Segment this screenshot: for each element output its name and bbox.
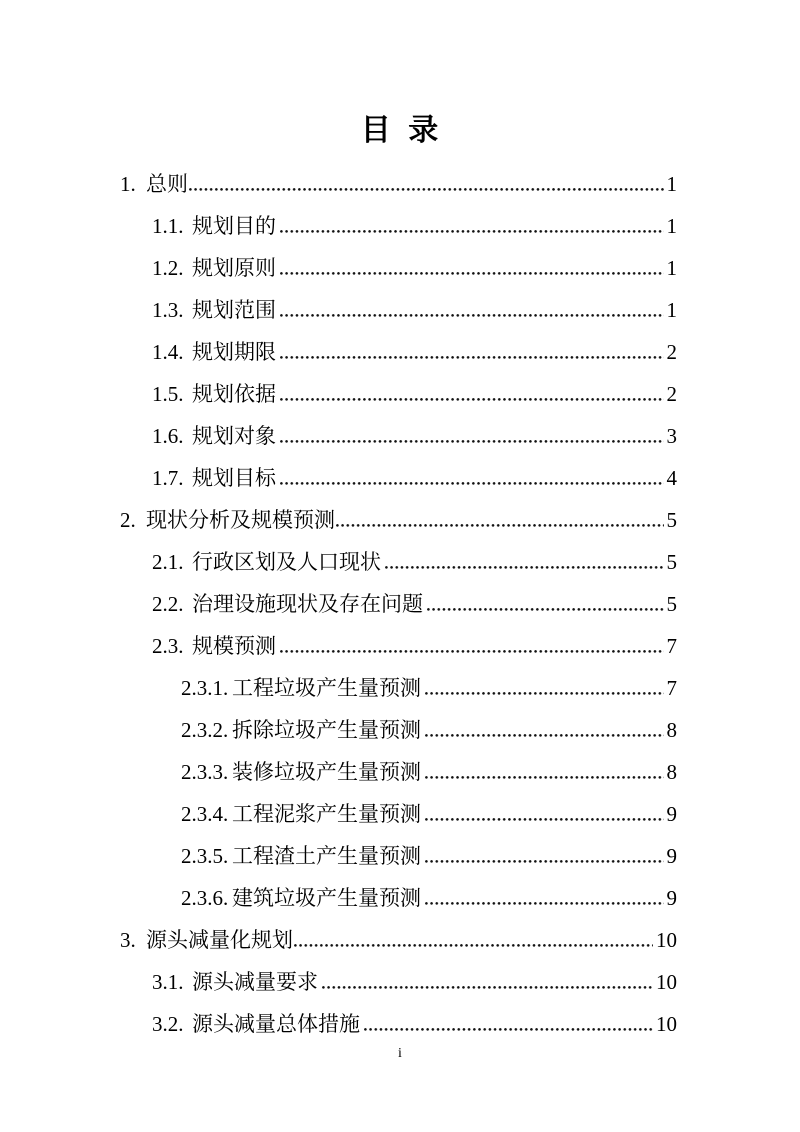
toc-entry-label: 规划目的 xyxy=(192,214,276,238)
toc-entry-number: 1.7. xyxy=(152,466,184,490)
toc-entry-number: 1.3. xyxy=(152,298,184,322)
toc-entry-label: 行政区划及人口现状 xyxy=(192,550,381,574)
toc-entry-label: 规划原则 xyxy=(192,256,276,280)
dot-leader-icon xyxy=(336,524,664,527)
toc-entry-label: 规划对象 xyxy=(192,424,276,448)
dot-leader-icon xyxy=(425,692,664,695)
toc-entry-number: 2.2. xyxy=(152,592,184,616)
toc-list xyxy=(120,168,677,1050)
dot-leader-icon xyxy=(294,944,653,947)
dot-leader-icon xyxy=(385,566,664,569)
toc-entry-number: 2.3.6. xyxy=(181,886,229,910)
dot-leader-icon xyxy=(280,272,664,275)
toc-entry[interactable] xyxy=(120,924,677,966)
toc-entry-page: 1 xyxy=(666,214,677,238)
dot-leader-icon xyxy=(280,482,664,485)
toc-entry[interactable] xyxy=(120,798,677,840)
toc-entry-page: 3 xyxy=(666,424,677,448)
toc-entry-label: 装修垃圾产生量预测 xyxy=(232,760,421,784)
toc-entry[interactable] xyxy=(120,336,677,378)
toc-entry[interactable] xyxy=(120,168,677,210)
toc-entry-number: 1.4. xyxy=(152,340,184,364)
dot-leader-icon xyxy=(425,818,664,821)
toc-entry[interactable] xyxy=(120,462,677,504)
toc-entry[interactable] xyxy=(120,714,677,756)
toc-entry-label: 源头减量要求 xyxy=(192,970,318,994)
toc-entry[interactable] xyxy=(120,1008,677,1050)
dot-leader-icon xyxy=(280,398,664,401)
toc-entry-number: 2.3.1. xyxy=(181,676,229,700)
toc-entry-label: 规划期限 xyxy=(192,340,276,364)
toc-entry-label: 源头减量化规划 xyxy=(146,928,293,952)
toc-entry[interactable] xyxy=(120,840,677,882)
toc-entry-number: 2.3. xyxy=(152,634,184,658)
toc-entry[interactable] xyxy=(120,630,677,672)
toc-entry-page: 2 xyxy=(666,382,677,406)
dot-leader-icon xyxy=(425,902,664,905)
toc-entry-label: 工程泥浆产生量预测 xyxy=(232,802,421,826)
footer-page-number: i xyxy=(398,1046,402,1061)
toc-entry-label: 源头减量总体措施 xyxy=(192,1012,360,1036)
dot-leader-icon xyxy=(427,608,664,611)
toc-entry[interactable] xyxy=(120,756,677,798)
toc-entry-page: 9 xyxy=(666,802,677,826)
dot-leader-icon xyxy=(425,734,664,737)
toc-entry[interactable] xyxy=(120,420,677,462)
toc-entry[interactable] xyxy=(120,252,677,294)
toc-entry-page: 1 xyxy=(666,172,677,196)
toc-entry[interactable] xyxy=(120,210,677,252)
toc-entry-page: 10 xyxy=(656,970,677,994)
toc-entry-page: 7 xyxy=(666,676,677,700)
toc-entry-label: 工程渣土产生量预测 xyxy=(232,844,421,868)
toc-entry-page: 5 xyxy=(666,592,677,616)
toc-entry-number: 1.2. xyxy=(152,256,184,280)
toc-entry-label: 建筑垃圾产生量预测 xyxy=(232,886,421,910)
toc-entry-number: 2.3.5. xyxy=(181,844,229,868)
toc-entry-page: 8 xyxy=(666,760,677,784)
toc-entry[interactable] xyxy=(120,504,677,546)
toc-entry-number: 2.3.3. xyxy=(181,760,229,784)
toc-entry-page: 9 xyxy=(666,844,677,868)
toc-entry-number: 1.6. xyxy=(152,424,184,448)
dot-leader-icon xyxy=(364,1028,653,1031)
toc-entry-page: 5 xyxy=(666,508,677,532)
toc-entry-number: 3.1. xyxy=(152,970,184,994)
toc-entry-page: 8 xyxy=(666,718,677,742)
toc-entry-page: 10 xyxy=(656,928,677,952)
toc-entry-label: 现状分析及规模预测 xyxy=(146,508,335,532)
dot-leader-icon xyxy=(280,650,664,653)
toc-entry-number: 1.1. xyxy=(152,214,184,238)
toc-entry[interactable] xyxy=(120,966,677,1008)
dot-leader-icon xyxy=(280,230,664,233)
toc-entry[interactable] xyxy=(120,882,677,924)
toc-entry-page: 4 xyxy=(666,466,677,490)
dot-leader-icon xyxy=(280,314,664,317)
toc-title: 目 录 xyxy=(360,114,440,147)
toc-entry-number: 2.3.4. xyxy=(181,802,229,826)
toc-entry-label: 规划依据 xyxy=(192,382,276,406)
toc-entry-number: 2.3.2. xyxy=(181,718,229,742)
toc-entry-label: 规划目标 xyxy=(192,466,276,490)
toc-entry-label: 总则 xyxy=(146,172,188,196)
dot-leader-icon xyxy=(322,986,653,989)
toc-entry-page: 1 xyxy=(666,256,677,280)
toc-entry-number: 2. xyxy=(120,508,136,532)
toc-entry-page: 1 xyxy=(666,298,677,322)
toc-entry[interactable] xyxy=(120,378,677,420)
dot-leader-icon xyxy=(425,776,664,779)
toc-entry-label: 工程垃圾产生量预测 xyxy=(232,676,421,700)
toc-entry[interactable] xyxy=(120,546,677,588)
dot-leader-icon xyxy=(280,356,664,359)
dot-leader-icon xyxy=(280,440,664,443)
toc-entry-label: 规划范围 xyxy=(192,298,276,322)
toc-entry-number: 1.5. xyxy=(152,382,184,406)
toc-entry-page: 2 xyxy=(666,340,677,364)
toc-entry-page: 5 xyxy=(666,550,677,574)
toc-entry-number: 2.1. xyxy=(152,550,184,574)
toc-entry-number: 3.2. xyxy=(152,1012,184,1036)
toc-entry-page: 10 xyxy=(656,1012,677,1036)
toc-entry-number: 1. xyxy=(120,172,136,196)
toc-entry-number: 3. xyxy=(120,928,136,952)
toc-entry-label: 治理设施现状及存在问题 xyxy=(192,592,423,616)
toc-entry[interactable] xyxy=(120,294,677,336)
toc-entry-page: 9 xyxy=(666,886,677,910)
dot-leader-icon xyxy=(425,860,664,863)
toc-entry[interactable] xyxy=(120,588,677,630)
toc-entry-label: 拆除垃圾产生量预测 xyxy=(232,718,421,742)
toc-entry-label: 规模预测 xyxy=(192,634,276,658)
dot-leader-icon xyxy=(189,188,664,191)
toc-entry[interactable] xyxy=(120,672,677,714)
toc-entry-page: 7 xyxy=(666,634,677,658)
